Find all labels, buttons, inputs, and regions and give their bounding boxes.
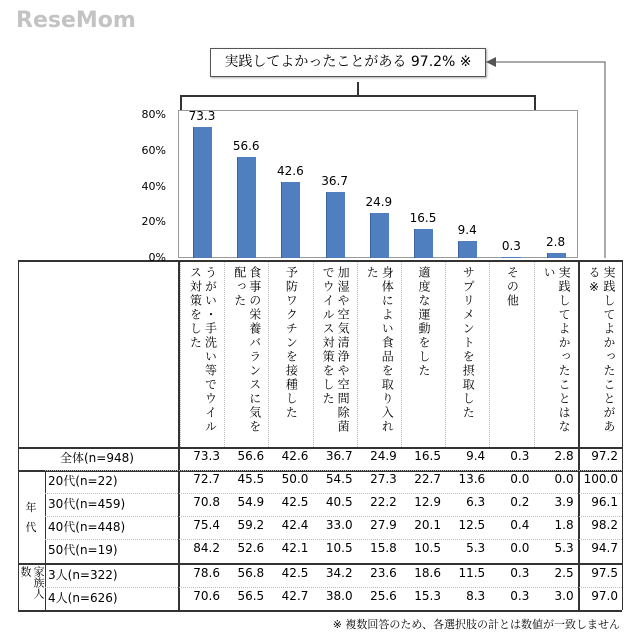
table-cell: 15.8 xyxy=(370,541,397,555)
table-cell: 3.9 xyxy=(554,495,574,509)
chart-title: 実践してよかったことがある 97.2% ※ xyxy=(210,48,486,77)
table-cell: 0.4 xyxy=(510,518,530,532)
table-cell: 70.8 xyxy=(193,495,220,509)
table-cell: 42.4 xyxy=(281,518,309,532)
table-cell: 27.3 xyxy=(370,472,397,486)
row-label: 30代(n=459) xyxy=(48,497,126,511)
y-tick-label: 0% xyxy=(148,251,166,264)
column-header-text: 実践してよかったことがある※ xyxy=(587,266,616,434)
bar-value-label: 2.8 xyxy=(546,234,566,249)
table-cell: 1.8 xyxy=(554,518,574,532)
bar xyxy=(458,241,477,258)
column-header xyxy=(401,262,445,447)
y-tick-label: 60% xyxy=(141,143,166,157)
table-cell: 15.3 xyxy=(414,589,441,603)
table-cell: 38.0 xyxy=(325,589,353,603)
column-header-text: その他 xyxy=(505,266,520,308)
table-cell: 3.0 xyxy=(554,589,574,603)
table-cell: 56.5 xyxy=(237,589,265,603)
group-divider xyxy=(45,470,46,610)
table-cell: 97.0 xyxy=(591,589,618,603)
row-divider xyxy=(45,470,622,471)
table-cell: 42.6 xyxy=(281,449,309,463)
table-cell: 42.5 xyxy=(281,566,309,580)
column-header xyxy=(268,262,312,447)
table-cell: 24.9 xyxy=(370,449,397,463)
table-cell: 94.7 xyxy=(591,541,618,555)
column-header xyxy=(313,262,357,447)
row-label: 50代(n=19) xyxy=(48,543,118,557)
bar xyxy=(502,257,521,258)
bar-value-label: 42.6 xyxy=(277,163,304,178)
bar xyxy=(281,182,300,258)
table-cell: 22.2 xyxy=(370,495,397,509)
table-cell: 0.3 xyxy=(510,449,530,463)
row-label: 3人(n=322) xyxy=(48,568,118,582)
row-divider xyxy=(45,516,622,517)
table-cell: 0.3 xyxy=(510,589,530,603)
row-divider xyxy=(45,493,622,494)
table-cell: 2.8 xyxy=(554,449,574,463)
row-divider xyxy=(18,610,622,612)
row-divider xyxy=(45,539,622,540)
table-cell: 20.1 xyxy=(414,518,441,532)
table-cell: 75.4 xyxy=(193,518,220,532)
table-cell: 50.0 xyxy=(281,472,309,486)
table-cell: 52.6 xyxy=(237,541,265,555)
column-header-text: 予防ワクチンを接種した xyxy=(284,266,299,420)
table-cell: 0.2 xyxy=(510,495,530,509)
table-cell: 27.9 xyxy=(370,518,397,532)
y-tick-label: 40% xyxy=(141,179,166,193)
table-cell: 18.6 xyxy=(414,566,441,580)
table-cell: 36.7 xyxy=(325,449,353,463)
column-header xyxy=(357,262,401,447)
table-cell: 96.1 xyxy=(591,495,618,509)
table-cell: 23.6 xyxy=(370,566,397,580)
row-divider xyxy=(45,587,622,588)
table-cell: 0.0 xyxy=(510,472,530,486)
column-header-total xyxy=(578,262,622,447)
table-cell: 12.5 xyxy=(458,518,486,532)
table-cell: 40.5 xyxy=(325,495,353,509)
table-cell: 84.2 xyxy=(193,541,220,555)
bar xyxy=(547,253,566,258)
table-cell: 2.5 xyxy=(554,566,574,580)
table-cell: 70.6 xyxy=(193,589,220,603)
table-cell: 54.5 xyxy=(325,472,353,486)
column-header-text: 実践してよかったことはない xyxy=(542,266,572,434)
bar xyxy=(193,127,212,258)
table-cell: 10.5 xyxy=(414,541,441,555)
column-header-text: 適度な運動をした xyxy=(417,266,431,378)
bar-value-label: 9.4 xyxy=(457,223,477,238)
row-label: 全体(n=948) xyxy=(60,451,134,465)
table-cell: 33.0 xyxy=(325,518,353,532)
table-cell: 42.1 xyxy=(281,541,309,555)
table-border xyxy=(18,260,19,610)
table-cell: 56.8 xyxy=(237,566,265,580)
table-cell: 0.0 xyxy=(510,541,530,555)
table-cell: 11.5 xyxy=(458,566,486,580)
column-header-text: 食事の栄養バランスに気を配った xyxy=(232,266,262,434)
row-label: 20代(n=22) xyxy=(48,474,118,488)
column-header-text: 加湿や空気清浄や空間除菌でウイルス対策をした xyxy=(321,266,351,434)
table-cell: 6.3 xyxy=(466,495,486,509)
bar xyxy=(326,192,345,258)
column-header xyxy=(224,262,268,447)
table-cell: 42.7 xyxy=(281,589,309,603)
table-cell: 45.5 xyxy=(237,472,265,486)
table-cell: 78.6 xyxy=(193,566,220,580)
table-cell: 12.9 xyxy=(414,495,441,509)
column-header-text: 身体によい食品を取り入れた xyxy=(365,266,395,434)
table-cell: 56.6 xyxy=(237,449,265,463)
column-header xyxy=(445,262,489,447)
y-tick-label: 20% xyxy=(141,215,166,229)
row-divider xyxy=(18,563,622,565)
column-header xyxy=(489,262,533,447)
table-divider xyxy=(178,260,180,610)
bar-value-label: 24.9 xyxy=(365,195,393,210)
table-cell: 25.6 xyxy=(370,589,397,603)
table-cell: 97.5 xyxy=(591,566,618,580)
column-header xyxy=(534,262,578,447)
table-cell: 8.3 xyxy=(466,589,486,603)
row-label: 40代(n=448) xyxy=(48,520,126,534)
bar-value-label: 56.6 xyxy=(232,138,260,153)
table-cell: 0.0 xyxy=(554,472,574,486)
y-tick-label: 80% xyxy=(141,108,166,121)
table-cell: 9.4 xyxy=(466,449,486,463)
table-cell: 73.3 xyxy=(193,449,220,463)
group-label-family: 家族人数 xyxy=(19,566,45,599)
table-cell: 59.2 xyxy=(237,518,265,532)
bar-value-label: 0.3 xyxy=(501,239,521,254)
row-label: 4人(n=626) xyxy=(48,591,118,605)
table-cell: 98.2 xyxy=(591,518,618,532)
table-cell: 42.5 xyxy=(281,495,309,509)
column-header-text: うがい・手洗い等でウイルス対策をした xyxy=(188,266,218,434)
group-label-age: 年代 xyxy=(25,501,37,534)
bar-value-label: 16.5 xyxy=(409,210,437,225)
table-cell: 0.3 xyxy=(510,566,530,580)
watermark-logo: ReseMom xyxy=(16,8,136,33)
table-cell: 22.7 xyxy=(414,472,441,486)
column-header-text: サプリメントを摂取した xyxy=(461,266,476,420)
bar-value-label: 73.3 xyxy=(188,108,216,123)
column-header xyxy=(180,262,224,447)
table-cell: 13.6 xyxy=(458,472,486,486)
table-cell: 34.2 xyxy=(325,566,353,580)
table-cell: 100.0 xyxy=(583,472,618,486)
bar-value-label: 36.7 xyxy=(321,174,348,189)
bar xyxy=(370,213,389,258)
table-cell: 16.5 xyxy=(414,449,441,463)
table-border xyxy=(622,260,623,610)
bar xyxy=(414,229,433,258)
bar xyxy=(237,157,256,258)
footnote: ※ 複数回答のため、各選択肢の計とは数値が一致しません xyxy=(332,618,620,631)
table-cell: 97.2 xyxy=(591,449,618,463)
table-cell: 5.3 xyxy=(466,541,486,555)
table-cell: 5.3 xyxy=(554,541,574,555)
table-cell: 72.7 xyxy=(193,472,220,486)
table-cell: 10.5 xyxy=(325,541,353,555)
table-cell: 54.9 xyxy=(237,495,265,509)
total-divider xyxy=(578,260,580,610)
